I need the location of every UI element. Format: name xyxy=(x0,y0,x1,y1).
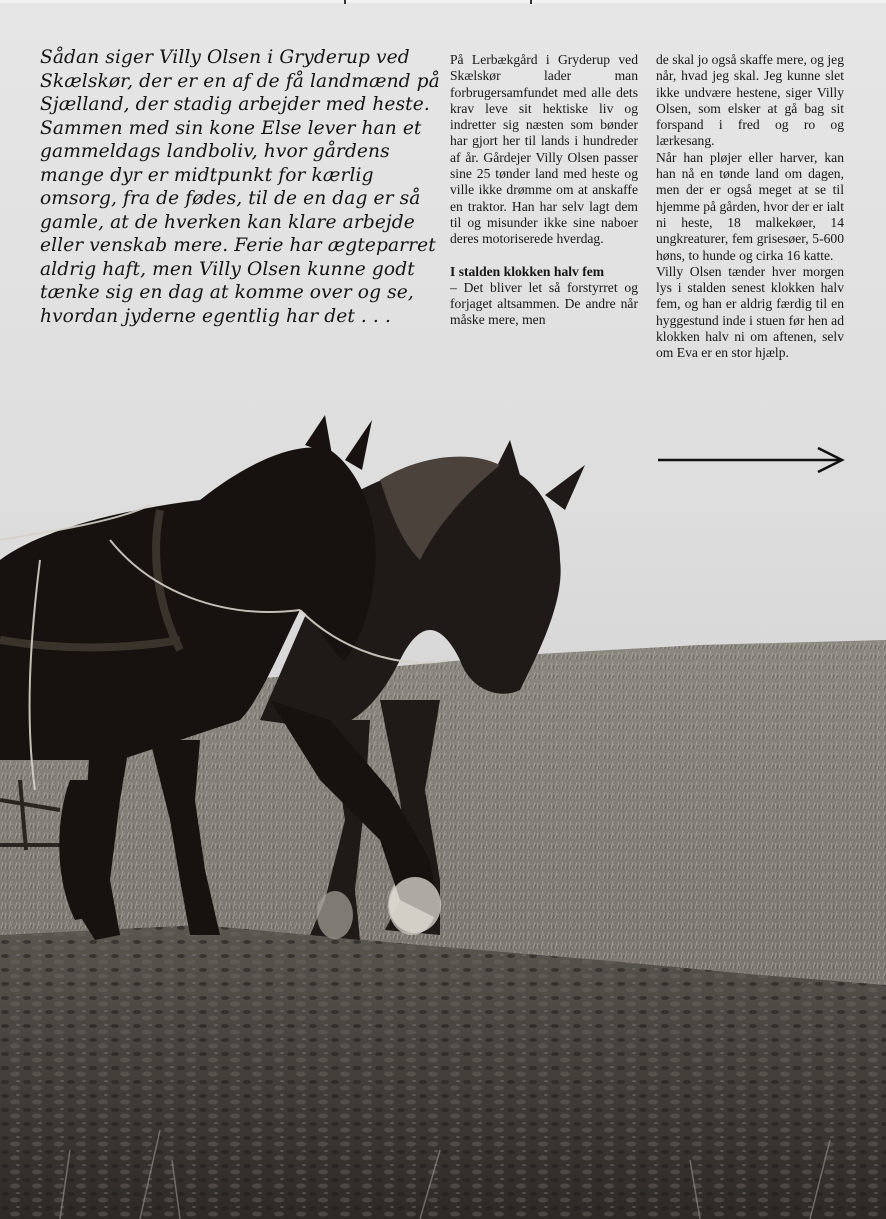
text-column-2 xyxy=(656,52,844,362)
right-arrow-icon xyxy=(656,444,846,476)
text-column-1 xyxy=(450,52,638,329)
column2-paragraph-1: de skal jo også skaffe mere, og jeg når, hvad jeg skal. Jeg kunne slet ikke undvære hestene, siger Villy Olsen, som elsker at gå bag sit forspand i fred og ro og lærkesang. xyxy=(656,52,844,149)
intro-paragraph: Sådan siger Villy Olsen i Gryderup ved Skælskør, der er en af de få landmænd på Sjælland, der stadig arbejder med heste. Sammen med sin kone Else lever han et gammeldags landboliv, hvor gårdens mange dyr er midtpunkt for kærlig omsorg, fra de fødes, til de en dag er så gamle, at de hverken kan klare arbejde eller venskab mere. Ferie har ægteparret aldrig haft, men Villy Olsen kunne godt tænke sig en dag at komme over og se, hvordan jyderne egentlig har det . . . xyxy=(40,47,440,327)
column1-paragraph-1: På Lerbækgård i Gryderup ved Skælskør lader man forbrugersamfundet med alle dets krav leve sit hektiske liv og indretter sig næsten som bønder har gjort her til lands i hundreder af år. Gårdejer Villy Olsen passer sine 25 tønder land med heste og ville ikke drømme om at anskaffe en traktor. Han har selv lagt dem til og misunder ikke sine naboer deres motoriserede hverdag. xyxy=(450,52,638,247)
column1-paragraph-2: – Det bliver let så forstyrret og forjaget altsammen. De andre når måske mere, men xyxy=(450,279,638,328)
column2-paragraph-2: Når han pløjer eller harver, kan han nå en tønde land om dagen, men der er også meget at se til hjemme på gården, hvor der er ialt ni heste, 18 malkekøer, 14 ungkreaturer, fem grisesøer, 5-600 høns, to hunde og cirka 16 katte. xyxy=(656,149,844,263)
column2-paragraph-3: Villy Olsen tænder hver morgen lys i stalden senest klokken halv fem, og han er aldrig færdig til en hyggestund inde i stuen før hen ad klokken halv ni om aftenen, selv om Eva er en stor hjælp. xyxy=(656,263,844,361)
section-subheading: I stalden klokken halv fem xyxy=(450,263,605,279)
